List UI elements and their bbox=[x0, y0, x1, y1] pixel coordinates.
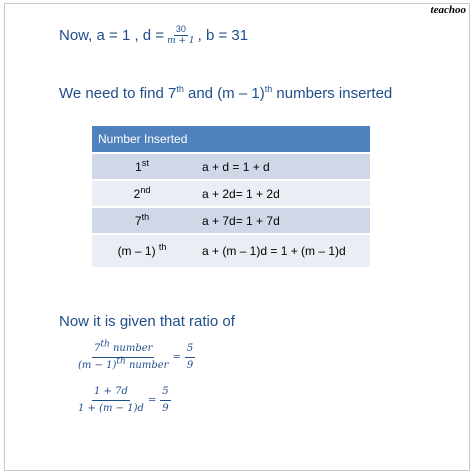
equals-sign: = bbox=[147, 395, 157, 406]
table-row bbox=[92, 180, 370, 207]
table-header-blank bbox=[192, 126, 370, 153]
expression-cell: a + 2d= 1 + 2d bbox=[192, 180, 370, 207]
rhs-denominator: 9 bbox=[186, 360, 194, 371]
substituted-denominator: 1 + (m − 1)d bbox=[78, 403, 144, 414]
substituted-numerator: 1 + 7d bbox=[92, 385, 130, 401]
term-cell: 2nd bbox=[92, 180, 192, 207]
table-row bbox=[92, 207, 370, 234]
term-cell: 1st bbox=[92, 153, 192, 180]
task-statement bbox=[59, 85, 392, 102]
d-fraction bbox=[167, 24, 195, 47]
term-cell: (m – 1) $^{th}$ bbox=[92, 234, 192, 268]
task-text-3: numbers inserted bbox=[272, 85, 393, 102]
d-denominator: m + 1 bbox=[167, 36, 195, 46]
task-sup-2: th bbox=[264, 84, 273, 94]
expression-cell: a + 7d= 1 + 7d bbox=[192, 207, 370, 234]
ratio-fraction bbox=[78, 339, 169, 373]
table-row bbox=[92, 153, 370, 180]
given-prefix: Now, a = 1 , d = bbox=[59, 27, 165, 44]
given-suffix: , b = 31 bbox=[197, 27, 249, 44]
rhs-fraction bbox=[160, 385, 170, 416]
given-values-line bbox=[59, 24, 248, 47]
d-numerator: 30 bbox=[175, 24, 186, 34]
table-header-row bbox=[92, 126, 370, 153]
expression-cell: a + (m – 1)d = 1 + (m – 1)d bbox=[192, 234, 370, 268]
table-header-cell: Number Inserted bbox=[92, 126, 192, 153]
ratio-denominator: $(m - 1)^{th}$ number bbox=[78, 356, 169, 371]
rhs-numerator: 5 bbox=[185, 342, 195, 358]
ratio-statement: Now it is given that ratio of bbox=[59, 313, 235, 330]
expression-cell: a + d = 1 + d bbox=[192, 153, 370, 180]
ratio-numerator: 7th number bbox=[92, 342, 154, 358]
rhs-denominator: 9 bbox=[162, 403, 169, 414]
equals-sign: = bbox=[172, 352, 181, 363]
task-text-1: We need to find 7 bbox=[59, 85, 177, 102]
numbers-inserted-table bbox=[92, 126, 370, 269]
task-text-2: and (m – 1) bbox=[183, 85, 265, 102]
rhs-fraction bbox=[185, 342, 195, 373]
term-cell: 7th bbox=[92, 207, 192, 234]
watermark-logo: teachoo bbox=[430, 4, 466, 16]
table-row bbox=[92, 234, 370, 268]
rhs-numerator: 5 bbox=[160, 385, 170, 401]
task-sup-1: th bbox=[176, 84, 184, 94]
substituted-fraction bbox=[78, 385, 144, 416]
ratio-equation bbox=[78, 339, 195, 373]
substituted-equation bbox=[78, 385, 171, 416]
